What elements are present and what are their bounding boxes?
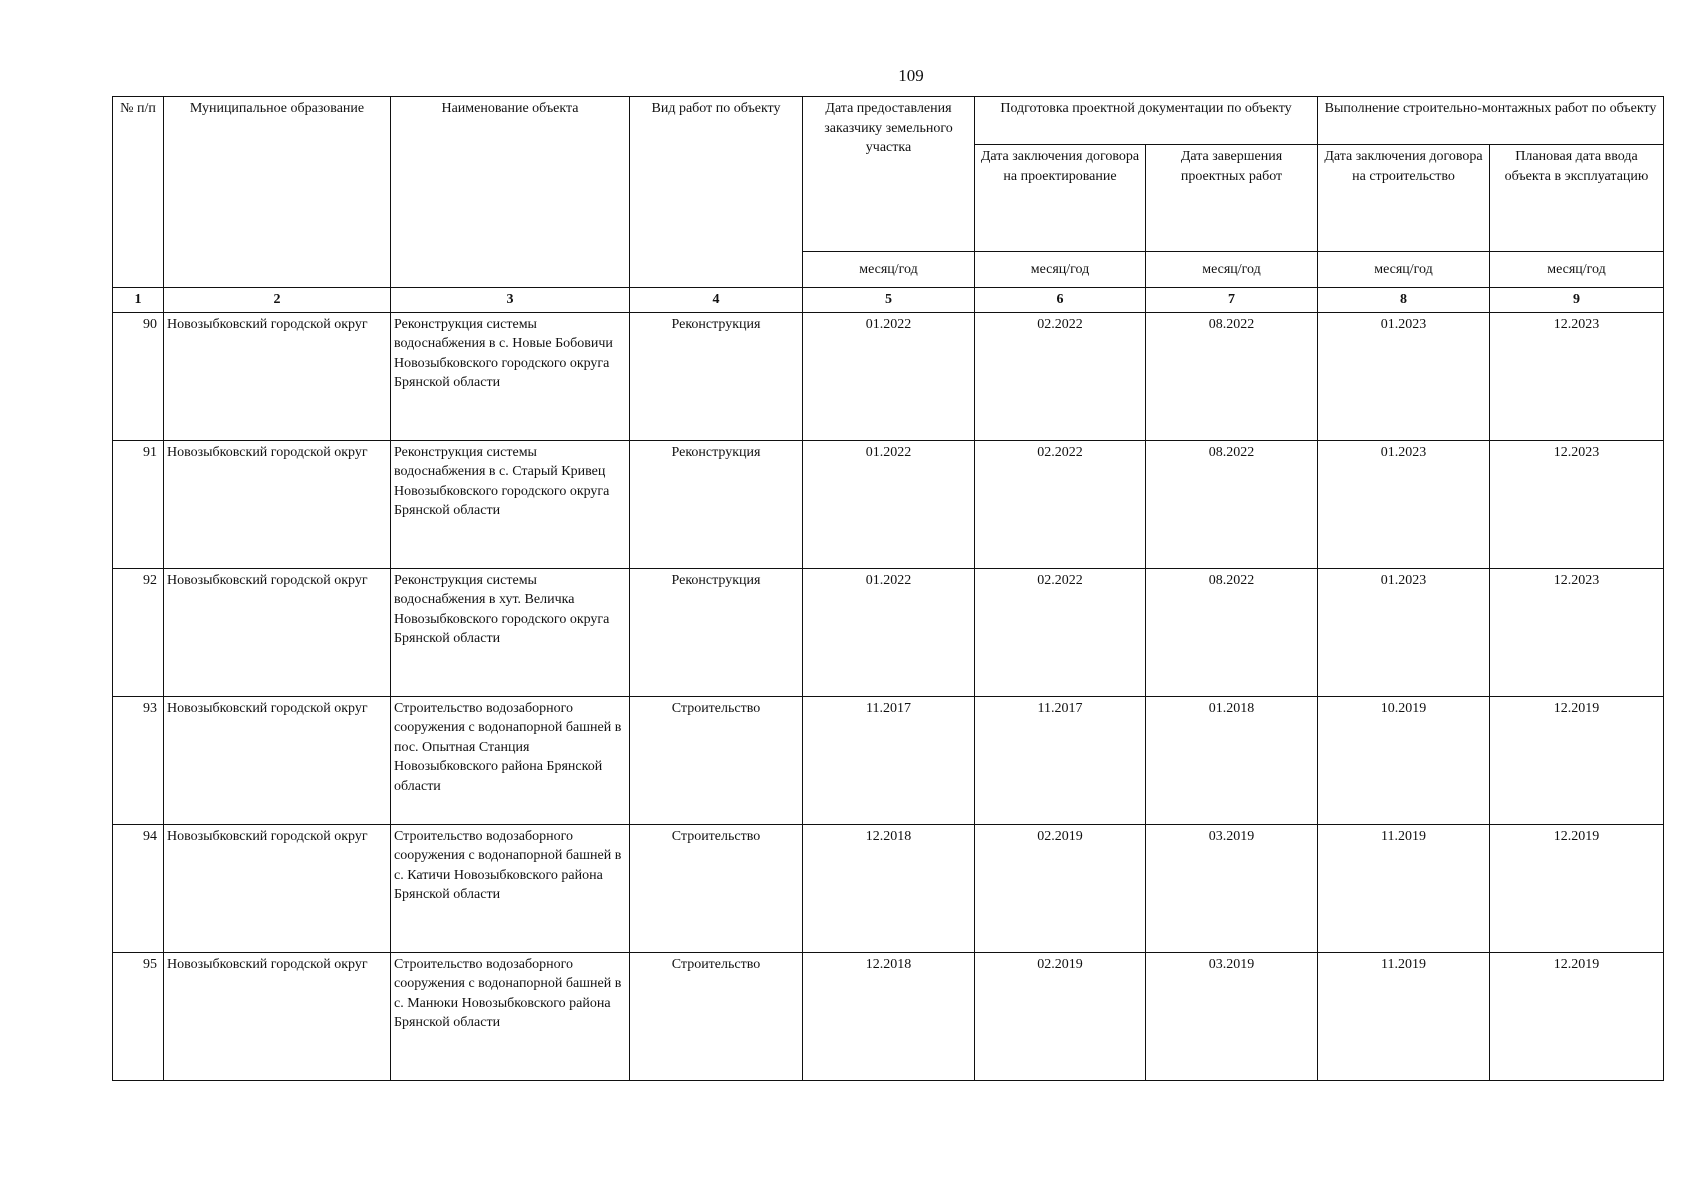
header-design-contract: Дата заключения договора на проектирование	[975, 145, 1146, 252]
commissioning-cell: 12.2019	[1490, 952, 1664, 1080]
schedule-table	[112, 96, 1664, 1081]
row-number: 90	[113, 312, 164, 440]
object-name-cell: Реконструкция системы водоснабжения в хут. Величка Новозыбковского городского округа Брянской области	[391, 568, 630, 696]
municipality-cell: Новозыбковский городской округ	[164, 440, 391, 568]
design-contract-cell: 02.2019	[975, 824, 1146, 952]
land-date-cell: 01.2022	[803, 568, 975, 696]
construction-contract-cell: 11.2019	[1318, 824, 1490, 952]
row-number: 93	[113, 696, 164, 824]
column-number: 3	[391, 288, 630, 313]
design-complete-cell: 01.2018	[1146, 696, 1318, 824]
municipality-cell: Новозыбковский городской округ	[164, 824, 391, 952]
unit-label: месяц/год	[1490, 252, 1664, 288]
construction-contract-cell: 01.2023	[1318, 312, 1490, 440]
unit-label: месяц/год	[975, 252, 1146, 288]
table-row	[113, 568, 1664, 696]
design-complete-cell: 08.2022	[1146, 568, 1318, 696]
land-date-cell: 12.2018	[803, 952, 975, 1080]
row-number: 91	[113, 440, 164, 568]
table-row	[113, 952, 1664, 1080]
header-work-type: Вид работ по объекту	[630, 97, 803, 288]
design-complete-cell: 03.2019	[1146, 824, 1318, 952]
municipality-cell: Новозыбковский городской округ	[164, 568, 391, 696]
land-date-cell: 12.2018	[803, 824, 975, 952]
work-type-cell: Реконструкция	[630, 312, 803, 440]
header-municipality: Муниципальное образование	[164, 97, 391, 288]
column-number: 6	[975, 288, 1146, 313]
design-contract-cell: 11.2017	[975, 696, 1146, 824]
row-number: 95	[113, 952, 164, 1080]
design-complete-cell: 03.2019	[1146, 952, 1318, 1080]
construction-contract-cell: 10.2019	[1318, 696, 1490, 824]
page-number: 109	[898, 66, 924, 85]
design-complete-cell: 08.2022	[1146, 440, 1318, 568]
land-date-cell: 01.2022	[803, 312, 975, 440]
design-contract-cell: 02.2022	[975, 440, 1146, 568]
commissioning-cell: 12.2023	[1490, 568, 1664, 696]
column-number: 5	[803, 288, 975, 313]
design-contract-cell: 02.2019	[975, 952, 1146, 1080]
municipality-cell: Новозыбковский городской округ	[164, 312, 391, 440]
object-name-cell: Реконструкция системы водоснабжения в с. Новые Бобовичи Новозыбковского городского округа Брянской области	[391, 312, 630, 440]
object-name-cell: Строительство водозаборного сооружения с водонапорной башней в пос. Опытная Станция Новозыбковского района Брянской области	[391, 696, 630, 824]
construction-contract-cell: 01.2023	[1318, 440, 1490, 568]
row-number: 94	[113, 824, 164, 952]
unit-label: месяц/год	[1318, 252, 1490, 288]
header-construction-group: Выполнение строительно-монтажных работ по объекту	[1318, 97, 1664, 145]
header-design-group: Подготовка проектной документации по объекту	[975, 97, 1318, 145]
column-number: 9	[1490, 288, 1664, 313]
commissioning-cell: 12.2023	[1490, 312, 1664, 440]
header-design-complete: Дата завершения проектных работ	[1146, 145, 1318, 252]
design-contract-cell: 02.2022	[975, 568, 1146, 696]
header-land-date: Дата предоставления заказчику земельного участка	[803, 97, 975, 252]
table-row	[113, 312, 1664, 440]
municipality-cell: Новозыбковский городской округ	[164, 952, 391, 1080]
column-number: 4	[630, 288, 803, 313]
table-row	[113, 696, 1664, 824]
land-date-cell: 01.2022	[803, 440, 975, 568]
column-number: 1	[113, 288, 164, 313]
header-num: № п/п	[113, 97, 164, 288]
table-row	[113, 440, 1664, 568]
commissioning-cell: 12.2019	[1490, 696, 1664, 824]
column-number: 8	[1318, 288, 1490, 313]
construction-contract-cell: 01.2023	[1318, 568, 1490, 696]
design-complete-cell: 08.2022	[1146, 312, 1318, 440]
unit-label: месяц/год	[803, 252, 975, 288]
object-name-cell: Реконструкция системы водоснабжения в с. Старый Кривец Новозыбковского городского округа Брянской области	[391, 440, 630, 568]
work-type-cell: Реконструкция	[630, 440, 803, 568]
work-type-cell: Строительство	[630, 952, 803, 1080]
object-name-cell: Строительство водозаборного сооружения с водонапорной башней в с. Катичи Новозыбковского района Брянской области	[391, 824, 630, 952]
header-object-name: Наименование объекта	[391, 97, 630, 288]
row-number: 92	[113, 568, 164, 696]
construction-contract-cell: 11.2019	[1318, 952, 1490, 1080]
column-number: 2	[164, 288, 391, 313]
work-type-cell: Реконструкция	[630, 568, 803, 696]
land-date-cell: 11.2017	[803, 696, 975, 824]
work-type-cell: Строительство	[630, 696, 803, 824]
commissioning-cell: 12.2019	[1490, 824, 1664, 952]
commissioning-cell: 12.2023	[1490, 440, 1664, 568]
object-name-cell: Строительство водозаборного сооружения с водонапорной башней в с. Манюки Новозыбковского района Брянской области	[391, 952, 630, 1080]
header-commissioning: Плановая дата ввода объекта в эксплуатацию	[1490, 145, 1664, 252]
table-row	[113, 824, 1664, 952]
header-construction-contract: Дата заключения договора на строительство	[1318, 145, 1490, 252]
design-contract-cell: 02.2022	[975, 312, 1146, 440]
column-number: 7	[1146, 288, 1318, 313]
work-type-cell: Строительство	[630, 824, 803, 952]
unit-label: месяц/год	[1146, 252, 1318, 288]
municipality-cell: Новозыбковский городской округ	[164, 696, 391, 824]
